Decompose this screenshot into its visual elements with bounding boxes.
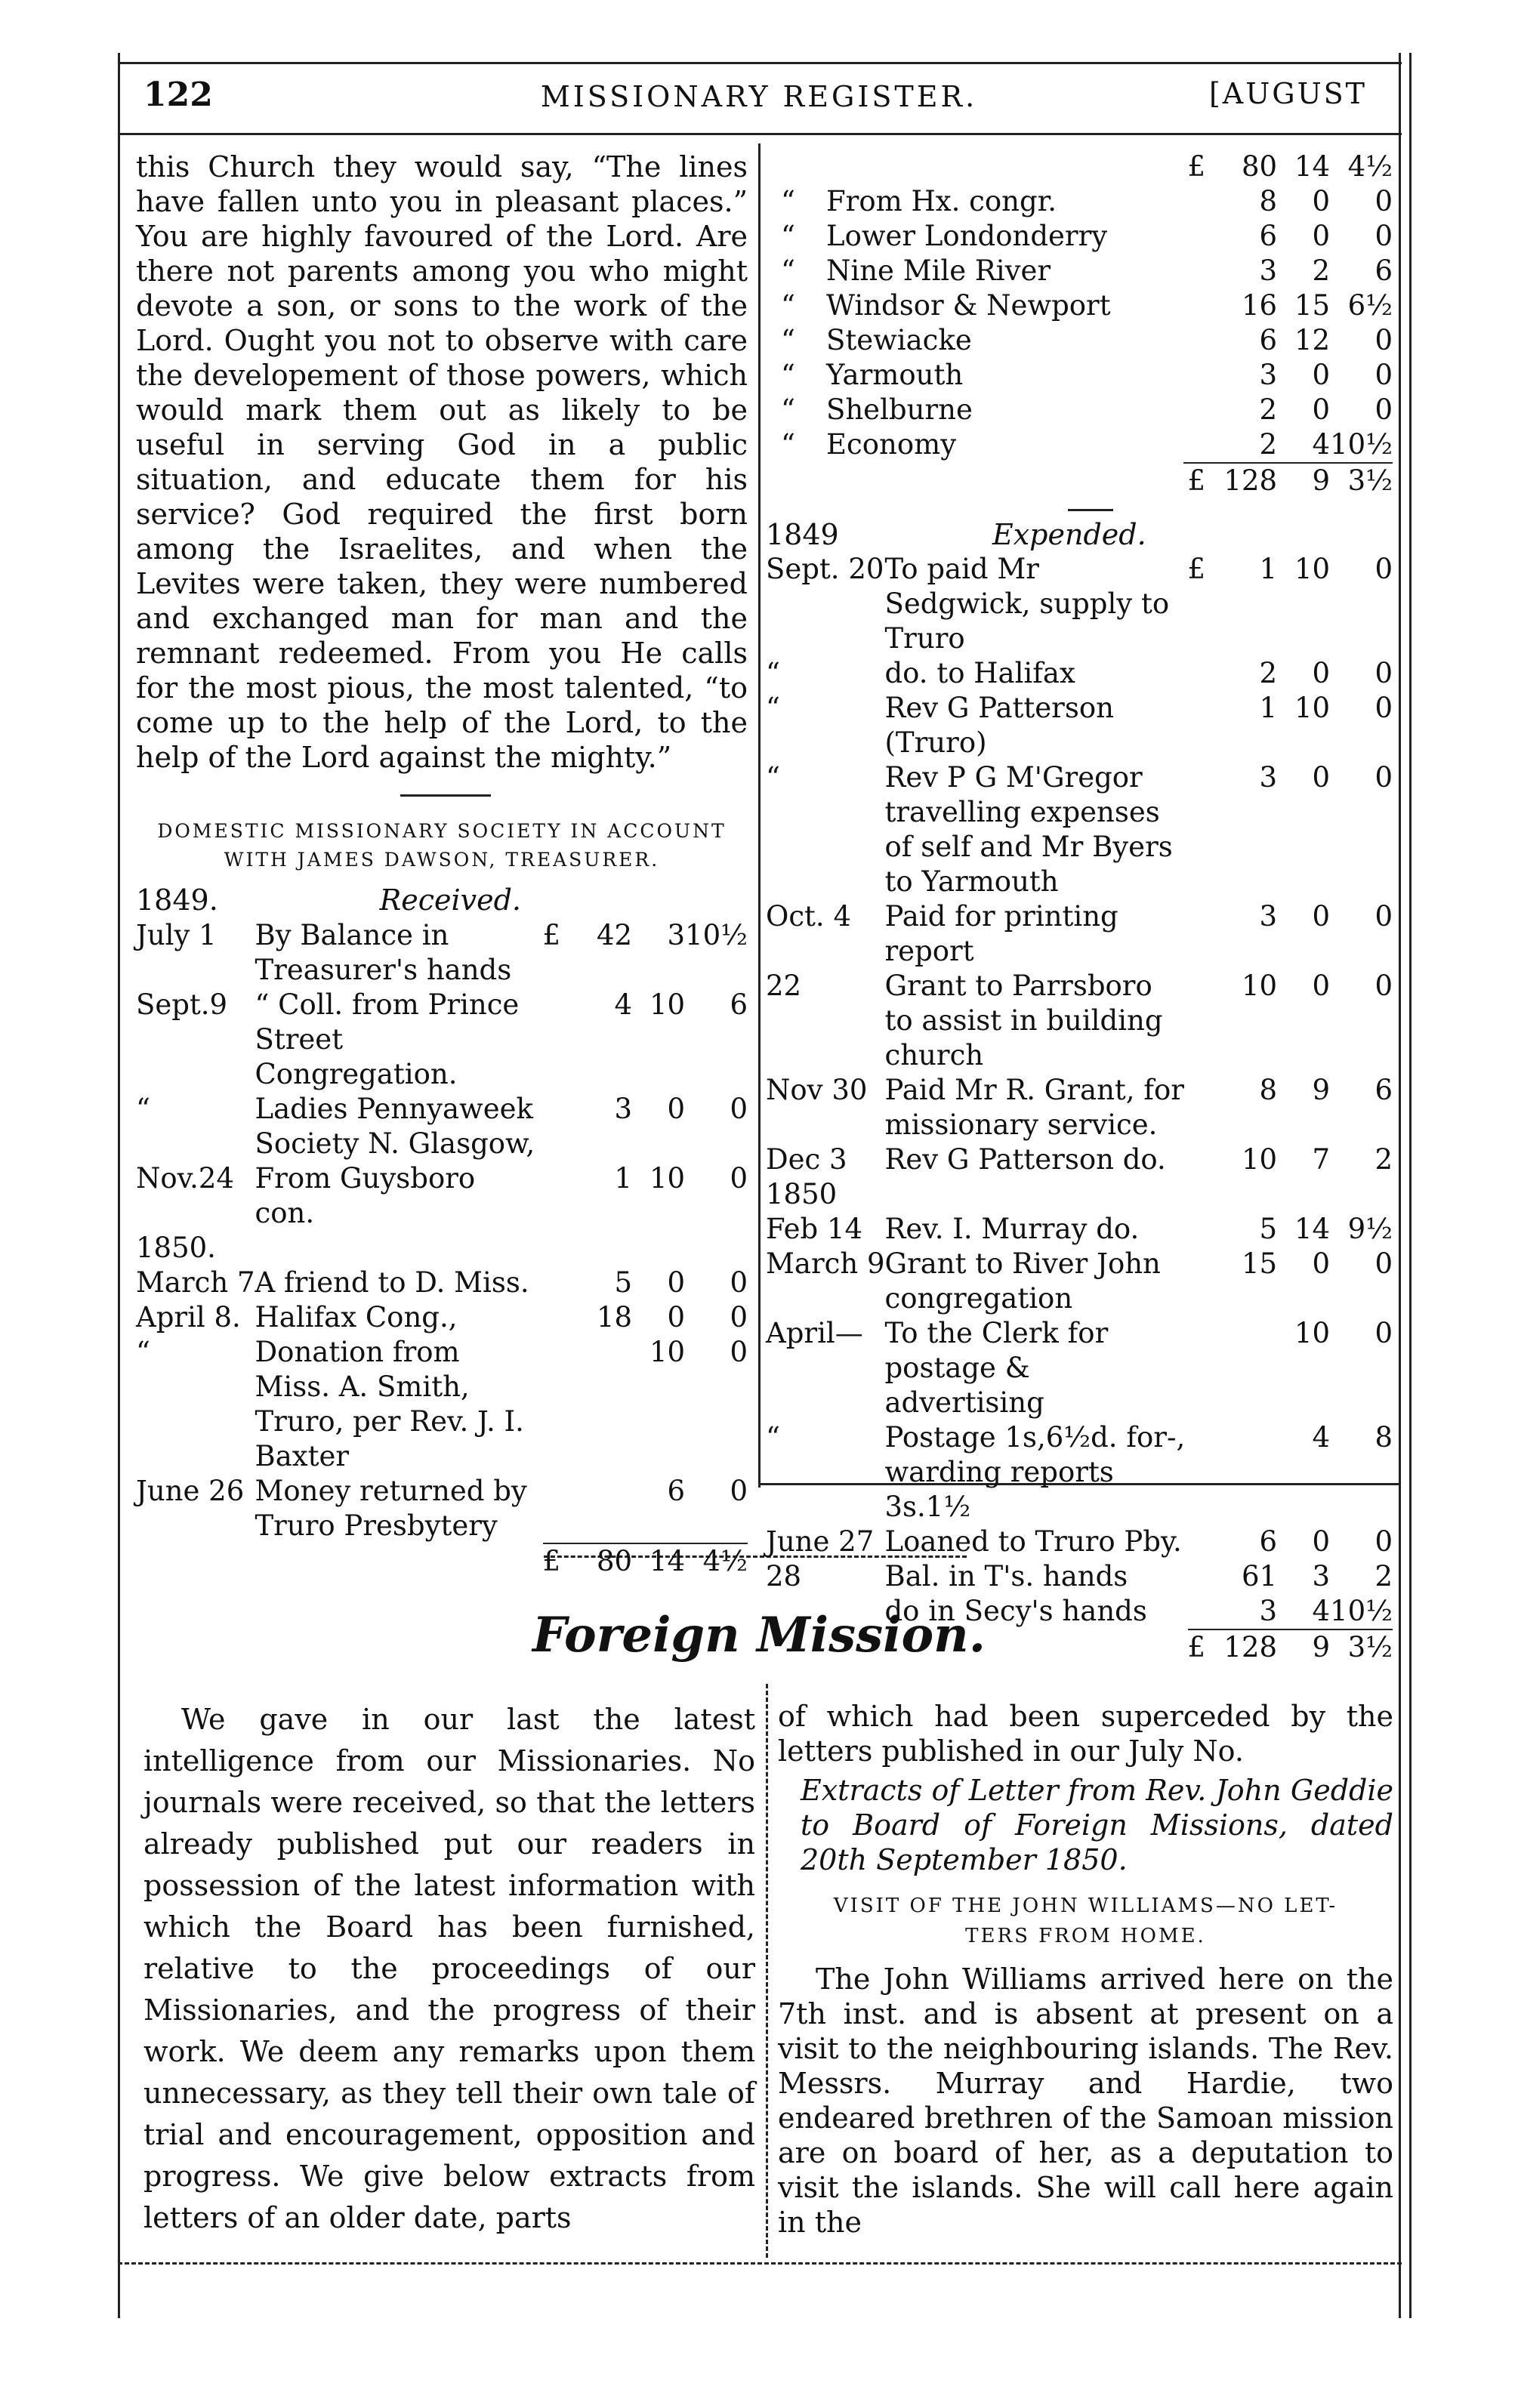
spacer	[1183, 358, 1206, 393]
row-pence: 6	[730, 988, 748, 1021]
expended-subhead	[766, 517, 1393, 552]
row-currency	[1188, 691, 1206, 760]
row-date: Dec 3	[766, 1143, 847, 1176]
row-description: Economy	[826, 428, 957, 461]
total-pounds: 80	[560, 1543, 632, 1579]
row-pounds	[560, 1474, 632, 1543]
total-spacer	[255, 1543, 543, 1579]
row-date: “	[136, 1093, 150, 1125]
row-description: Rev. I. Murray do.	[884, 1213, 1140, 1245]
row-shillings	[1277, 1177, 1330, 1212]
total-currency: £	[542, 1545, 561, 1577]
row-shillings: 10	[649, 1162, 686, 1195]
row-description: Donation from Miss. A. Smith, Truro, per Rev. J. I. Baxter	[255, 1336, 524, 1472]
row-pounds: 61	[1241, 1560, 1278, 1592]
spacer	[1183, 288, 1206, 323]
row-date: Sept. 20	[766, 553, 884, 585]
row-description: Loaned to Truro Pby.	[884, 1525, 1182, 1558]
row-currency	[543, 1474, 561, 1543]
row-pounds: 2	[1259, 393, 1278, 426]
row-shillings: 3	[667, 919, 686, 951]
account-row	[766, 323, 1393, 358]
row-description: To paid Mr Sedgwick, supply to Truro	[884, 553, 1170, 655]
row-currency: £	[1187, 553, 1206, 585]
row-pounds: 15	[1241, 1247, 1278, 1280]
account-row	[766, 1420, 1393, 1525]
foreign-right-column	[778, 1699, 1393, 2240]
row-shillings: 10	[1294, 692, 1331, 724]
ditto-mark: “	[781, 185, 795, 217]
row-currency	[1188, 656, 1206, 691]
row-shillings: 0	[1312, 657, 1331, 689]
row-shillings: 2	[1312, 254, 1331, 287]
row-pence: 0	[1375, 393, 1393, 426]
row-pence: 0	[730, 1162, 748, 1195]
row-pence: 10½	[1330, 1595, 1393, 1627]
row-description: do in Secy's hands	[884, 1595, 1147, 1627]
total-spacer	[766, 463, 826, 498]
header-rule-top	[118, 62, 1402, 64]
row-pence: 0	[1375, 657, 1393, 689]
account-row	[766, 1247, 1393, 1316]
row-pounds	[560, 1335, 632, 1474]
spacer	[1183, 254, 1206, 288]
row-pounds: 6	[1259, 324, 1278, 356]
account-row	[766, 1212, 1393, 1247]
account-row	[766, 1073, 1393, 1142]
row-pence	[1330, 1177, 1393, 1212]
account-row	[136, 918, 748, 988]
row-pence: 10½	[1330, 428, 1393, 461]
row-shillings: 10	[1294, 1317, 1331, 1349]
spacer	[1183, 393, 1206, 427]
account-row	[136, 988, 748, 1092]
row-shillings: 9	[1312, 1074, 1331, 1106]
ditto-mark: “	[781, 324, 795, 356]
row-currency	[1188, 760, 1206, 899]
received-continued-table	[766, 150, 1393, 498]
total-row	[136, 1543, 748, 1579]
row-date: 22	[766, 970, 802, 1002]
row-pence: 0	[1375, 900, 1393, 933]
row-date: Oct. 4	[766, 900, 851, 933]
received-subhead	[136, 882, 748, 918]
visit-heading-line2: TERS FROM HOME.	[965, 1925, 1206, 1947]
row-pounds	[560, 1231, 632, 1266]
running-header-month: [AUGUST	[1208, 77, 1367, 110]
row-shillings: 0	[667, 1301, 686, 1333]
row-pounds: 10	[1241, 970, 1278, 1002]
row-shillings: 14	[1294, 1213, 1331, 1245]
account-row	[766, 254, 1393, 288]
row-pounds: 5	[1259, 1213, 1278, 1245]
row-pounds: 1	[1259, 692, 1278, 724]
row-pounds	[1205, 1316, 1277, 1420]
total-pounds: 128	[1205, 463, 1277, 498]
row-pence: 0	[1375, 1317, 1393, 1349]
row-description: By Balance in Treasurer's hands	[255, 919, 512, 986]
total-pence: 4½	[685, 1543, 748, 1579]
ditto-mark: “	[781, 393, 795, 426]
row-pence: 0	[1375, 970, 1393, 1002]
row-description: To the Clerk for postage & advertising	[884, 1317, 1109, 1419]
row-description: Lower Londonderry	[826, 220, 1108, 252]
row-shillings: 10	[649, 1336, 686, 1368]
foreign-right-intro: of which had been superceded by the letters published in our July No.	[778, 1700, 1393, 1768]
row-currency	[543, 1092, 561, 1161]
expended-title: Expended.	[992, 518, 1146, 551]
ditto-mark: “	[781, 289, 795, 322]
row-pence: 0	[1375, 185, 1393, 217]
account-row	[766, 899, 1393, 969]
row-pence: 0	[1375, 1525, 1393, 1558]
row-pence	[685, 1231, 748, 1266]
row-shillings: 0	[1312, 359, 1331, 391]
row-currency	[1188, 1525, 1206, 1559]
row-date: June 26	[136, 1475, 245, 1507]
account-row	[766, 184, 1393, 219]
row-description: Bal. in T's. hands	[884, 1560, 1128, 1592]
row-currency	[543, 1161, 561, 1231]
carried-currency: £	[1187, 150, 1206, 183]
total-pence: 3½	[1330, 463, 1393, 498]
row-shillings: 6	[667, 1475, 686, 1507]
row-shillings: 0	[667, 1266, 686, 1299]
row-shillings: 0	[667, 1093, 686, 1125]
row-date: 1850.	[136, 1232, 216, 1264]
row-currency: £	[542, 919, 561, 951]
row-description: From Guysboro con.	[255, 1162, 476, 1229]
row-description: Rev P G M'Gregor travelling expenses of self and Mr Byers to Yarmouth	[884, 761, 1173, 898]
row-description: Grant to River John congregation	[884, 1247, 1161, 1315]
row-shillings: 4	[1312, 1595, 1331, 1627]
total-shillings: 9	[1277, 463, 1330, 498]
row-pence: 0	[730, 1475, 748, 1507]
expended-year: 1849	[766, 518, 839, 551]
row-shillings: 15	[1294, 289, 1331, 322]
column-divider-bottom	[766, 1684, 768, 2258]
row-description: Yarmouth	[826, 359, 964, 391]
received-table	[136, 918, 748, 1579]
row-shillings: 0	[1312, 393, 1331, 426]
foreign-left-paragraph: We gave in our last the latest intelligence from our Missionaries. No journals were received, so that the letters already published put our readers in possession of the latest information with which the Board has been furnished, relative to the proceedings of our Missionaries, and the progress of their work. We deem any remarks upon them unnecessary, as they tell their own tale of trial and encouragement, opposition and progress. We give below extracts from letters of an older date, parts	[143, 1703, 755, 2234]
account-row	[136, 1266, 748, 1300]
account-row	[766, 691, 1393, 760]
row-shillings: 0	[1312, 761, 1331, 794]
header-rule-bottom	[118, 133, 1402, 135]
ditto-mark: “	[781, 220, 795, 252]
row-description: Paid Mr R. Grant, for missionary service.	[884, 1074, 1184, 1141]
expended-table	[766, 552, 1393, 1665]
row-pounds	[1205, 1177, 1277, 1212]
row-shillings: 10	[649, 988, 686, 1021]
carried-shillings: 14	[1294, 150, 1331, 183]
received-title: Received.	[379, 883, 521, 917]
row-description: Grant to Parrsboro to assist in building church	[884, 970, 1163, 1071]
row-date: “	[766, 657, 780, 689]
row-shillings: 12	[1294, 324, 1331, 356]
row-currency	[543, 988, 561, 1092]
row-pounds: 8	[1259, 185, 1278, 217]
row-currency	[1188, 969, 1206, 1073]
row-pounds: 16	[1241, 289, 1278, 322]
row-currency	[1188, 1420, 1206, 1525]
row-currency	[1188, 1559, 1206, 1594]
row-date: “	[766, 1421, 780, 1454]
account-heading-line1: DOMESTIC MISSIONARY SOCIETY IN ACCOUNT	[157, 820, 727, 842]
row-date: 1850	[766, 1178, 838, 1210]
row-description: “ Coll. from Prince Street Congregation.	[255, 988, 520, 1090]
account-row	[136, 1474, 748, 1543]
row-currency	[1188, 1142, 1206, 1177]
account-row	[766, 219, 1393, 254]
account-heading-line2: WITH JAMES DAWSON, TREASURER.	[224, 849, 660, 871]
row-shillings: 4	[1312, 428, 1331, 461]
row-pounds: 3	[1259, 900, 1278, 933]
row-pence: 9½	[1347, 1213, 1393, 1245]
left-column-text	[136, 150, 748, 775]
row-date: Nov.24	[136, 1162, 235, 1195]
row-description	[255, 1231, 543, 1266]
row-pence: 0	[1375, 553, 1393, 585]
account-right-block	[766, 150, 1393, 1665]
row-description: Rev G Patterson (Truro)	[884, 692, 1114, 759]
account-row	[766, 969, 1393, 1073]
row-currency	[1188, 1212, 1206, 1247]
row-pence: 0	[1375, 220, 1393, 252]
account-row	[766, 1559, 1393, 1594]
row-pounds: 42	[596, 919, 633, 951]
row-description: Money returned by Truro Presbytery	[255, 1475, 527, 1542]
spacer	[766, 150, 826, 184]
account-row	[766, 288, 1393, 323]
account-row	[766, 358, 1393, 393]
account-row	[766, 1525, 1393, 1559]
row-pounds: 2	[1259, 428, 1278, 461]
row-currency	[1188, 1177, 1206, 1212]
row-shillings: 7	[1312, 1143, 1331, 1176]
row-description: do. to Halifax	[884, 657, 1075, 689]
carried-pence: 4½	[1347, 150, 1393, 183]
row-pounds: 8	[1259, 1074, 1278, 1106]
ditto-mark: “	[781, 428, 795, 461]
row-pence: 6½	[1347, 289, 1393, 322]
row-pence: 0	[730, 1336, 748, 1368]
total-currency: £	[1187, 1631, 1206, 1663]
row-description: Rev G Patterson do.	[884, 1143, 1166, 1176]
row-date: March 7	[136, 1266, 255, 1299]
row-shillings: 0	[1312, 220, 1331, 252]
account-row	[766, 427, 1393, 463]
short-rule-right	[1068, 509, 1113, 511]
row-pence: 8	[1375, 1421, 1393, 1454]
row-shillings	[632, 1231, 685, 1266]
row-date: April 8.	[136, 1301, 241, 1333]
row-date: Nov 30	[766, 1074, 868, 1106]
row-pence: 2	[1375, 1143, 1393, 1176]
row-currency	[1188, 1073, 1206, 1142]
total-pence: 3½	[1330, 1629, 1393, 1665]
account-row	[766, 656, 1393, 691]
row-pounds: 3	[1259, 359, 1278, 391]
row-pence: 0	[730, 1301, 748, 1333]
carried-forward-row	[766, 150, 1393, 184]
row-pence: 0	[1375, 359, 1393, 391]
row-shillings: 4	[1312, 1421, 1331, 1454]
row-description: Nine Mile River	[826, 254, 1051, 287]
page-bottom-rule	[118, 2262, 1402, 2265]
row-description: A friend to D. Miss.	[255, 1266, 529, 1299]
total-pounds: 128	[1205, 1629, 1277, 1665]
spacer	[1183, 323, 1206, 358]
foreign-right-paragraph: The John Williams arrived here on the 7th inst. and is absent at present on a visit to the neighbouring islands. The Rev. Messrs. Murray and Hardie, two endeared brethren of the Samoan mission are on board of her, as a deputation to visit the islands. She will call here again in the	[778, 1962, 1393, 2239]
row-date: “	[766, 761, 780, 794]
row-pounds: 1	[614, 1162, 633, 1195]
account-row	[136, 1092, 748, 1161]
row-date: March 9	[766, 1247, 885, 1280]
row-currency	[543, 1335, 561, 1474]
row-pounds: 3	[614, 1093, 633, 1125]
account-row	[136, 1335, 748, 1474]
row-currency	[543, 1231, 561, 1266]
row-pence: 0	[730, 1266, 748, 1299]
row-date: Sept.9	[136, 988, 228, 1021]
row-pence: 6	[1375, 254, 1393, 287]
row-description: Postage 1s,6½d. for-, warding reports 3s.1½	[884, 1421, 1186, 1523]
total-spacer	[136, 1543, 255, 1579]
row-pence: 2	[1375, 1560, 1393, 1592]
row-pounds: 6	[1259, 220, 1278, 252]
row-date: Feb 14	[766, 1213, 863, 1245]
row-date: April—	[766, 1317, 863, 1349]
row-pence: 0	[1375, 692, 1393, 724]
row-shillings: 3	[1312, 1560, 1331, 1592]
row-currency	[1188, 1247, 1206, 1316]
row-pence: 0	[1375, 761, 1393, 794]
row-date: “	[136, 1336, 150, 1368]
row-pounds: 1	[1259, 553, 1278, 585]
total-shillings: 14	[632, 1543, 685, 1579]
foreign-left-column	[143, 1699, 755, 2239]
account-received-block	[136, 817, 748, 1579]
foreign-mission-title: Foreign Mission.	[532, 1607, 986, 1663]
inner-border-right	[1409, 53, 1412, 2318]
account-row	[766, 1316, 1393, 1420]
row-currency	[1188, 899, 1206, 969]
row-description: Stewiacke	[826, 324, 972, 356]
row-shillings: 0	[1312, 1247, 1331, 1280]
column-divider-top	[758, 143, 761, 1488]
row-date: 28	[766, 1560, 802, 1592]
ditto-mark: “	[781, 254, 795, 287]
page-number: 122	[143, 76, 213, 114]
row-pounds	[1205, 1420, 1277, 1525]
row-pounds: 3	[1259, 1595, 1278, 1627]
ditto-mark: “	[781, 359, 795, 391]
row-pence: 0	[1375, 1247, 1393, 1280]
row-description: Ladies Pennyaweek Society N. Glasgow,	[255, 1093, 535, 1160]
account-row	[766, 1177, 1393, 1212]
row-pounds: 3	[1259, 761, 1278, 794]
row-shillings: 0	[1312, 970, 1331, 1002]
row-date: June 27	[766, 1525, 875, 1558]
row-date: “	[766, 692, 780, 724]
row-pence: 0	[1375, 324, 1393, 356]
row-pounds: 4	[614, 988, 633, 1021]
running-header-title: MISSIONARY REGISTER.	[540, 80, 978, 113]
account-row	[766, 552, 1393, 656]
row-description: Paid for printing report	[884, 900, 1118, 967]
row-pounds: 3	[1259, 254, 1278, 287]
row-pence: 0	[730, 1093, 748, 1125]
total-row	[766, 463, 1393, 498]
row-currency	[543, 1266, 561, 1300]
row-description: Windsor & Newport	[826, 289, 1111, 322]
account-row	[136, 1161, 748, 1231]
row-pounds: 5	[614, 1266, 633, 1299]
row-description	[885, 1177, 1188, 1212]
account-row	[766, 760, 1393, 899]
account-row	[766, 393, 1393, 427]
visit-heading-line1: VISIT OF THE JOHN WILLIAMS—NO LET-	[833, 1895, 1338, 1917]
outer-border-left	[118, 53, 120, 2318]
account-row	[766, 1142, 1393, 1177]
row-description: Halifax Cong.,	[255, 1301, 458, 1333]
row-pounds: 10	[1241, 1143, 1278, 1176]
row-pence: 10½	[685, 919, 748, 951]
extract-heading: Extracts of Letter from Rev. John Geddie to Board of Foreign Missions, dated 20th September 1850.	[801, 1774, 1393, 1876]
row-description: Shelburne	[826, 393, 973, 426]
short-rule-left	[400, 794, 491, 797]
carried-pounds: 80	[1241, 150, 1278, 183]
spacer	[826, 150, 1183, 184]
total-currency: £	[1183, 463, 1206, 498]
row-shillings: 10	[1294, 553, 1331, 585]
row-shillings: 0	[1312, 900, 1331, 933]
spacer	[1183, 184, 1206, 219]
received-year: 1849.	[136, 883, 218, 917]
account-row	[136, 1300, 748, 1335]
spacer	[1183, 427, 1206, 463]
account-row	[136, 1231, 748, 1266]
outer-border-right	[1399, 53, 1401, 2318]
row-date: July 1	[136, 919, 217, 951]
row-pounds: 18	[596, 1301, 633, 1333]
spacer	[1183, 219, 1206, 254]
row-shillings: 0	[1312, 185, 1331, 217]
row-pounds: 2	[1259, 657, 1278, 689]
row-currency	[1188, 1316, 1206, 1420]
row-shillings: 0	[1312, 1525, 1331, 1558]
row-pounds: 6	[1259, 1525, 1278, 1558]
total-shillings: 9	[1277, 1629, 1330, 1665]
row-currency	[543, 1300, 561, 1335]
row-pence: 6	[1375, 1074, 1393, 1106]
closing-paragraph: this Church they would say, “The lines have fallen unto you in pleasant places.” You are highly favoured of the Lord. Are there not parents among you who might devote a son, or sons to the work of the Lord. Ought you not to observe with care the developement of those powers, which would mark them out as likely to be useful in serving God in a public situation, and educate them for his service? God required the first born among the Israelites, and when the Levites were taken, they were numbered and exchanged man for man and the remnant redeemed. From you He calls for the most pious, the most talented, “to come up to the help of the Lord, to the help of the Lord against the mighty.”	[136, 150, 748, 774]
total-spacer	[826, 463, 1183, 498]
row-description: From Hx. congr.	[826, 185, 1057, 217]
